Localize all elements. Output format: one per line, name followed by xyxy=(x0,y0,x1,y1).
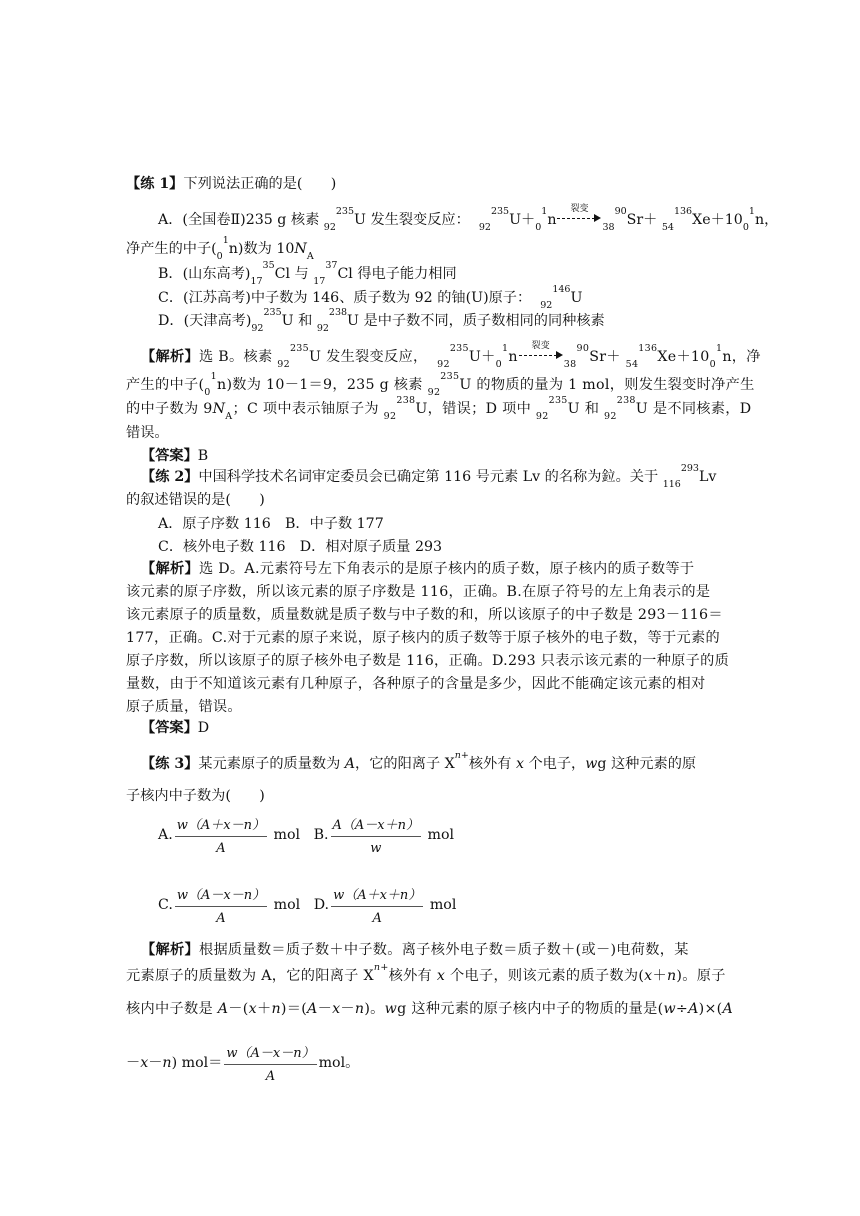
ex1-analysis-text1b: 发生裂变反应， xyxy=(321,349,428,365)
ex3-analysis-line4: －x－n) mol＝ $\frac{w(A-x-n)}{A}$ mol。 xyxy=(126,1042,359,1084)
ex3-analysis-line3: 核内中子数是 A－(x＋n)＝(A－x－n)。wg 这种元素的原子核内中子的物质的量是(w÷A)×(A xyxy=(126,1001,734,1017)
ex3-option-d-unit: mol xyxy=(429,897,457,913)
ex3-analysis-tag: 【解析】 xyxy=(141,942,199,958)
ex3-option-a-unit: mol xyxy=(273,827,301,843)
ex3-options-ab xyxy=(158,814,454,856)
ex3-option-c-fraction xyxy=(175,884,267,926)
ex1-option-a-line2: 净产生的中子$(_0^1n)$数为 $10N_A$ xyxy=(126,235,314,262)
ex1-analysis-line1: 【解析】选 B。核素 $_{92}^{235}$U 发生裂变反应， $_{92}^{235}U+_0^1n$ 裂变 $_{38}^{90}Sr+ _{54}^{136}Xe+10_0^1n$，净 xyxy=(141,347,761,367)
ex2-analysis-line6: 量数，由于不知道该元素有几种原子，各种原子的含量是多少，因此不能确定该元素的相对 xyxy=(126,676,706,692)
ex3-analysis-text3a: 核内中子数是 xyxy=(126,1001,218,1017)
ex3-option-d-label: D. xyxy=(313,897,330,913)
ex1-option-d: D．(天津高考)$_{92}^{235}U$ 和 $_{92}^{238}$U 是中子数不同，质子数相同的同种核素 xyxy=(158,307,605,334)
ex2-analysis-line2: 该元素的原子序数，所以该元素的原子序数是 116，正确。B.在原子符号的左上角表示的是 xyxy=(126,584,711,600)
ex1-question xyxy=(126,174,336,194)
ex1-answer xyxy=(141,446,208,466)
ex2-options-cd: C．核外电子数 116 D．相对原子质量 293 xyxy=(158,539,443,555)
ex1-analysis-text2b: )数为 10－1＝9，235 g 核素 xyxy=(226,377,428,393)
ex3-option-b-fraction xyxy=(331,814,421,856)
ex3-analysis-text1: 根据质量数＝质子数＋中子数。离子核外电子数＝质子数＋(或－)电荷数，某 xyxy=(198,942,689,958)
fission-arrow xyxy=(557,204,601,225)
ex1-analysis-tag: 【解析】 xyxy=(141,349,199,365)
ex2-question-text1: 中国科学技术名词审定委员会已确定第 116 号元素 Lv 的名称为鉝。关于 xyxy=(198,469,663,485)
ex3-question-text1: 某元素原子的质量数为 xyxy=(198,756,345,772)
ex2-answer-tag: 【答案】 xyxy=(141,720,198,736)
ex3-option-b-label: B. xyxy=(313,827,329,843)
ex1-analysis-text2c: 的物质的量为 1 mol，则发生裂变时净产生 xyxy=(476,377,755,393)
ex2-analysis-line5: 原子序数，所以该原子的原子核外电子数是 116，正确。D.293 只表示该元素的一种原子的质 xyxy=(126,653,730,669)
ex2-options-ab: A．原子序数 116 B．中子数 177 xyxy=(158,516,384,532)
ex2-analysis-line4: 177，正确。C.对于元素的原子来说，原子核内的质子数等于原子核外的电子数，等于元素的 xyxy=(126,630,720,646)
ex1-analysis-text3b: ；C 项中表示铀原子为 xyxy=(232,401,384,417)
ex3-analysis-text3b: g 这种元素的原子核内中子的物质的量是( xyxy=(397,1001,664,1017)
ex3-question-line2: 子核内中子数为( ) xyxy=(126,788,265,804)
ex3-options-cd xyxy=(158,884,456,926)
ex3-analysis-text4b: mol。 xyxy=(318,1055,360,1071)
ex2-analysis-tag: 【解析】 xyxy=(141,561,199,577)
ex3-option-d-den: A xyxy=(372,911,382,926)
ex1-option-c: C．(江苏高考)中子数为 146、质子数为 92 的铀(U)原子： $_{92}^{146}$U xyxy=(158,284,583,311)
ex1-option-d-and: 和 xyxy=(293,313,317,329)
ex1-question-text: 下列说法正确的是( ) xyxy=(183,176,337,192)
ex3-option-c-label: C. xyxy=(158,897,173,913)
ex3-option-a-num: w（A＋x－n） xyxy=(176,818,265,833)
ex3-question-text5: g 这种元素的原 xyxy=(597,756,697,772)
ex3-question-line1: 【练 3】某元素原子的质量数为 A，它的阳离子 $X^{n+}$核外有 x 个电子，wg 这种元素的原 xyxy=(141,750,697,772)
ex1-option-a-text2: 发生裂变反应： xyxy=(365,212,470,228)
ex1-analysis-text3a: 的中子数为 9 xyxy=(126,401,213,417)
ex1-option-b-text2: 得电子能力相同 xyxy=(352,266,457,282)
ex3-option-d-fraction xyxy=(331,884,423,926)
ex3-option-d-num: w（A＋x＋n） xyxy=(333,888,422,903)
ex3-analysis-line2: 元素原子的质量数为 A，它的阳离子 $X^{n+}$核外有 x 个电子，则该元素的质子数为(x＋n)。原子 xyxy=(126,962,726,984)
ex1-option-c-text: C．(江苏高考)中子数为 146、质子数为 92 的铀(U)原子： xyxy=(158,290,532,306)
ex1-option-b-and: 与 xyxy=(290,266,314,282)
ex3-option-a-den: A xyxy=(216,841,226,856)
ex1-analysis-text2: 产生的中子( xyxy=(126,377,205,393)
ex1-analysis-text3c: ，错误；D 项中 xyxy=(427,401,536,417)
ex1-answer-value: B xyxy=(197,448,209,464)
ex3-question-text2: ，它的阳离子 X xyxy=(355,756,455,772)
ex3-option-a-fraction xyxy=(175,814,267,856)
fission-label: 裂变 xyxy=(570,204,589,214)
ex2-answer xyxy=(141,718,209,738)
ex1-option-d-text2: 是中子数不同，质子数相同的同种核素 xyxy=(359,313,605,329)
ex2-answer-value: D xyxy=(197,720,210,736)
ex1-answer-tag: 【答案】 xyxy=(141,448,198,464)
ex2-question-line2: 的叙述错误的是( ) xyxy=(126,492,265,508)
ex3-question-text3: 核外有 xyxy=(468,756,516,772)
ex1-option-a-line1: A．(全国卷Ⅱ)235 g 核素 $_{92}^{235}$U 发生裂变反应： $_{92}^{235}U+_0^1n$ 裂变 $_{38}^{90}Sr+ _{54}^{136}Xe+10_0^1n$， xyxy=(158,210,778,230)
ex3-analysis-num: w（A－x－n） xyxy=(226,1046,315,1061)
ex3-analysis-den: A xyxy=(265,1069,276,1084)
ex3-title: 【练 3】 xyxy=(141,756,199,772)
ex1-option-d-text: D．(天津高考) xyxy=(158,313,252,329)
ex3-analysis-text4a: mol＝ xyxy=(177,1055,223,1071)
ex1-title: 【练 1】 xyxy=(126,176,184,192)
ex1-analysis-line2: 产生的中子$(_0^1n)$数为 10－1＝9，235 g 核素 $_{92}^{235}$U 的物质的量为 1 mol，则发生裂变时净产生 xyxy=(126,371,755,398)
ex2-symbol: Lv xyxy=(698,469,717,485)
ex3-option-b-den: w xyxy=(370,841,382,856)
ex3-analysis-text2c: 个电子，则该元素的质子数为( xyxy=(445,968,645,984)
ex1-analysis-text3e: 是不同核素，D xyxy=(648,401,752,417)
ex2-analysis-line7: 原子质量，错误。 xyxy=(126,699,242,715)
ex1-analysis-line4: 错误。 xyxy=(126,425,169,441)
ex2-analysis-line1 xyxy=(141,559,694,579)
ex2-question-line1: 【练 2】中国科学技术名词审定委员会已确定第 116 号元素 Lv 的名称为鉝。关于 $_{116}^{293}$Lv xyxy=(141,463,717,490)
ex2-analysis-line3: 该元素原子的质量数，质量数就是质子数与中子数的和，所以该原子的中子数是 293－116＝ xyxy=(126,607,723,623)
ex1-analysis-text3d: 和 xyxy=(579,401,605,417)
ex3-question-text4: 个电子， xyxy=(523,756,586,772)
ex2-title: 【练 2】 xyxy=(141,469,199,485)
ex1-option-a-text4: )数为 10 xyxy=(237,241,295,257)
ex3-option-c-num: w（A－x－n） xyxy=(176,888,266,903)
ex3-option-b-unit: mol xyxy=(427,827,455,843)
fission-arrow-2 xyxy=(519,341,563,362)
ex1-option-b-text: B．(山东高考) xyxy=(158,266,251,282)
ex1-option-b: B．(山东高考)$_{17}^{35}Cl$ 与 $_{17}^{37}$Cl 得电子能力相同 xyxy=(158,260,457,287)
fission-label-2: 裂变 xyxy=(531,341,551,351)
ex3-analysis-line1 xyxy=(141,940,689,960)
ex1-option-a-text: A．(全国卷Ⅱ)235 g 核素 xyxy=(158,212,324,228)
ex3-option-a-label: A. xyxy=(158,827,173,843)
ex2-analysis-text1: 选 D。A.元素符号左下角表示的是原子核内的质子数，原子核内的质子数等于 xyxy=(198,561,695,577)
ex3-option-c-unit: mol xyxy=(273,897,301,913)
ex1-option-a-text3: 净产生的中子( xyxy=(126,241,217,257)
ex3-option-b-num: A（A－x＋n） xyxy=(332,818,420,833)
ex1-analysis-text1: 选 B。核素 xyxy=(198,349,278,365)
ex1-analysis-line3: 的中子数为 $9N_A$；C 项中表示铀原子为 $_{92}^{238}$U，错误；D 项中 $_{92}^{235}$U 和 $_{92}^{238}$U 是不同核素，D xyxy=(126,395,752,422)
ex3-option-c-den: A xyxy=(216,911,226,926)
ex3-analysis-fraction xyxy=(224,1042,316,1084)
ex3-analysis-text2a: 元素原子的质量数为 A，它的阳离子 X xyxy=(126,968,374,984)
ex3-analysis-text2b: 核外有 xyxy=(388,968,437,984)
ex3-analysis-text2d: )。原子 xyxy=(676,968,726,984)
